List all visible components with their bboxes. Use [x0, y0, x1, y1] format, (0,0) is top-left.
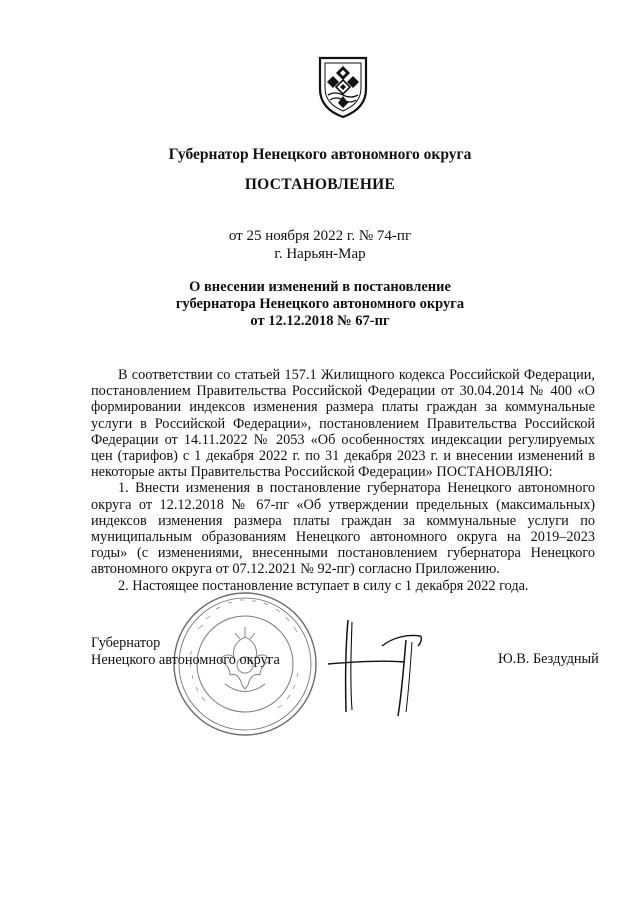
title-line: губернатора Ненецкого автономного округа — [175, 296, 465, 312]
item-paragraph-1: 1. Внести изменения в постановление губернатора Ненецкого автономного округа от 12.12.2018 № 67-пг «Об утверждении предельных (максимальных) индексов изменения размера платы граждан за коммунальные услуги по муниципальным образованиям Ненецкого автономного округа на 2019–2023 годы» (с изменениями, внесенными постановлением губернатора Ненецкого автономного округа от 07.12.2021 № 92-пг) согласно Приложению. — [91, 480, 595, 578]
title-line: от 12.12.2018 № 67-пг — [250, 313, 390, 329]
handwritten-signature-icon — [322, 612, 440, 722]
document-body — [91, 367, 595, 594]
document-type: ПОСТАНОВЛЕНИЕ — [244, 176, 396, 193]
item-paragraph-2: 2. Настоящее постановление вступает в силу с 1 декабря 2022 года. — [118, 577, 529, 594]
preamble-paragraph: В соответствии со статьей 157.1 Жилищного кодекса Российской Федерации, постановлением Правительства Российской Федерации от 30.04.2014 № 400 «О формировании индексов изменения размера платы граждан за коммунальные услуги в Российской Федерации», постановлением Правительства Российской Федерации от 14.11.2022 № 2053 «Об особенностях индексации регулируемых цен (тарифов) с 1 декабря 2022 г. по 31 декабря 2023 г. и внесении изменений в некоторые акты Правительства Российской Федерации» ПОСТАНОВЛЯЮ: — [91, 367, 595, 481]
authority-heading: Губернатор Ненецкого автономного округа — [168, 146, 472, 163]
signatory-position-line: Ненецкого автономного округа — [91, 651, 280, 668]
signatory-position — [91, 635, 280, 668]
document-city: г. Нарьян-Мар — [274, 246, 366, 262]
document-date-number: от 25 ноября 2022 г. № 74-пг — [228, 228, 412, 244]
document-title — [0, 279, 640, 330]
signatory-position-line: Губернатор — [91, 635, 161, 651]
signatory-name: Ю.В. Бездудный — [498, 651, 599, 667]
title-line: О внесении изменений в постановление — [189, 279, 451, 295]
nenets-coat-of-arms-icon — [316, 55, 370, 119]
